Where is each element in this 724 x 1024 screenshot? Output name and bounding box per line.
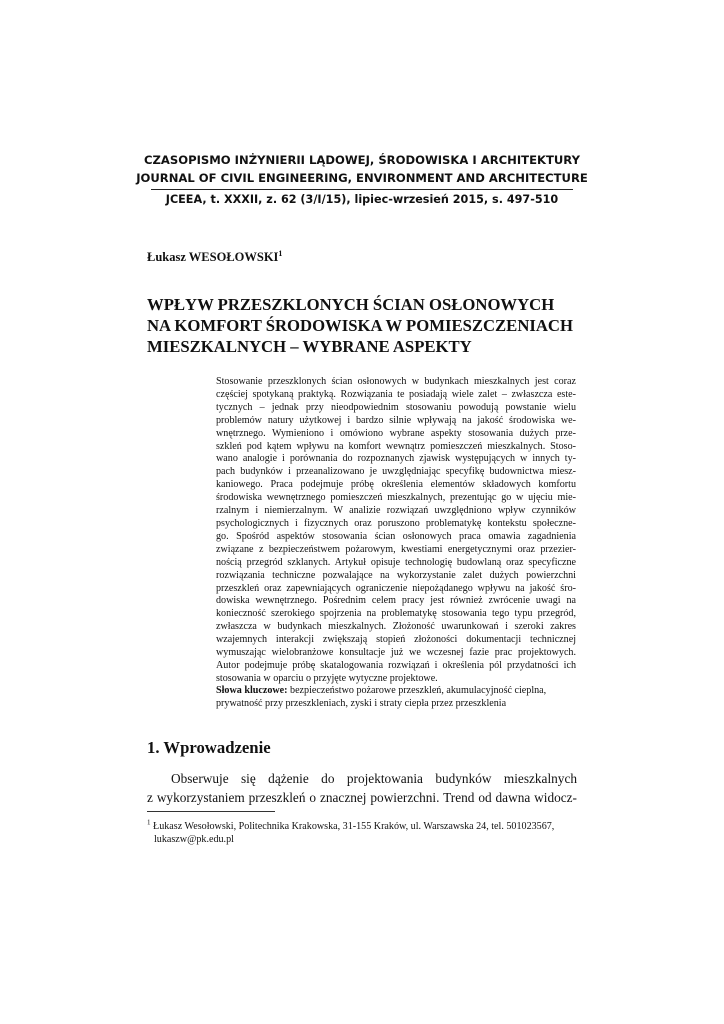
abstract-line: konieczność szerokiego spojrzenia na problematykę stosowania tego typu przegród,	[216, 608, 576, 620]
footnote-line	[147, 820, 579, 833]
journal-name-english: JOURNAL OF CIVIL ENGINEERING, ENVIRONMENT AND ARCHITECTURE	[136, 171, 588, 185]
abstract-line: problemów natury użytkowej i bardzo silnie wpływają na jakość środowiska we-	[216, 414, 576, 426]
body-paragraph	[147, 770, 577, 807]
abstract-line: pach budynków i przeanalizowano je uwzględniając specyfikę budownictwa miesz-	[216, 466, 576, 478]
footnote-rule	[147, 811, 275, 812]
abstract-line: częściej spotykaną praktyką. Rozwiązania te posiadają wiele zalet – zwłaszcza este-	[216, 388, 576, 400]
abstract-line: zwłaszcza w budynkach mieszkalnych. Złożoność uwarunkowań i szeroki zakres	[216, 621, 576, 633]
abstract-line: przeszkleń oraz zapewniających ograniczenie niepożądanego wpływu na jakość śro-	[216, 582, 576, 594]
abstract-line: nością przegród szklanych. Artykuł opisuje technologię budowlaną oraz specyficzne	[216, 556, 576, 568]
keywords-label: Słowa kluczowe:	[216, 685, 288, 696]
footnote-email: lukaszw@pk.edu.pl	[154, 834, 234, 845]
abstract-line: psychologicznych i fizycznych oraz poruszono problematykę kontekstu społeczne-	[216, 517, 576, 529]
abstract-line: go. Spośród aspektów stosowania ścian osłonowych praca omawia zagadnienia	[216, 530, 576, 542]
abstract-line: szkleń pod kątem wpływu na komfort wewnątrz pomieszczeń mieszkalnych. Stoso-	[216, 440, 576, 452]
title-line: WPŁYW PRZESZKLONYCH ŚCIAN OSŁONOWYCH	[147, 295, 555, 314]
body-line: Obserwuje się dążenie do projektowania budynków mieszkalnych	[171, 771, 577, 786]
abstract-line: tycznych – jednak przy nieodpowiednim stosowaniu powodują powstanie wielu	[216, 401, 576, 413]
abstract-line: Stosowanie przeszklonych ścian osłonowych w budynkach mieszkalnych jest coraz	[216, 376, 576, 387]
keywords-line: prywatność przy przeszkleniach, zyski i straty ciepła przez przeszklenia	[216, 698, 507, 709]
abstract-line: wzajemnych interakcji zwiększają stopień złożoności dokumentacji technicznej	[216, 634, 576, 646]
author-name: Łukasz WESOŁOWSKI	[147, 250, 279, 264]
footnote-affiliation: Łukasz Wesołowski, Politechnika Krakowska, 31-155 Kraków, ul. Warszawska 24, tel. 501023567,	[153, 821, 555, 832]
keywords-line	[216, 684, 576, 697]
abstract-line: stosowania w oparciu o przyjęte wytyczne projektowe.	[216, 672, 438, 684]
section-heading: 1. Wprowadzenie	[147, 738, 271, 757]
abstract-line: wnętrznego. Wymieniono i omówiono wybrane aspekty stosowania dużych prze-	[216, 427, 576, 439]
abstract	[216, 376, 576, 686]
author-line	[147, 250, 282, 265]
paper-title	[147, 294, 617, 357]
keywords	[216, 684, 576, 710]
journal-name-polish: CZASOPISMO INŻYNIERII LĄDOWEJ, ŚRODOWISKA I ARCHITEKTURY	[144, 153, 580, 167]
title-line: NA KOMFORT ŚRODOWISKA W POMIESZCZENIACH	[147, 316, 573, 335]
journal-reference: JCEEA, t. XXXII, z. 62 (3/I/15), lipiec-wrzesień 2015, s. 497-510	[165, 193, 559, 206]
author-footnote-mark: 1	[278, 248, 283, 258]
title-line: MIESZKALNYCH – WYBRANE ASPEKTY	[147, 337, 472, 356]
keywords-text: bezpieczeństwo pożarowe przeszkleń, akumulacyjność cieplna,	[290, 685, 547, 696]
abstract-line: rzalnym i niemierzalnym. W analizie rozwiązań uwzględniono wpływ czynników	[216, 505, 576, 517]
abstract-line: związane z bezpieczeństwem pożarowym, kwestiami energetycznymi oraz przezier-	[216, 543, 576, 555]
body-line: z wykorzystaniem przeszkleń o znacznej powierzchni. Trend od dawna widocz-	[147, 789, 577, 805]
abstract-line: wano analogie i porównania do rozpoznanych zjawisk występujących w innych ty-	[216, 453, 576, 465]
abstract-line: dowiska wewnętrznego. Pośrednim celem pracy jest również zwrócenie uwagi na	[216, 595, 576, 607]
footnote	[147, 820, 579, 846]
journal-header	[0, 151, 724, 210]
footnote-mark: 1	[147, 818, 151, 827]
abstract-line: wymuszając wielobranżowe konsultacje już we wczesnej fazie prac projektowych.	[216, 647, 576, 659]
abstract-line: środowiska wewnętrznego pomieszczeń mieszkalnych, prezentując go w ujęciu mie-	[216, 492, 576, 504]
abstract-line: kaniowego. Praca podejmuje próbę określenia elementów składowych komfortu	[216, 479, 576, 491]
abstract-line: rozwiązania techniczne pozwalające na wykorzystanie zalet dużych powierzchni	[216, 569, 576, 581]
abstract-line: Autor podejmuje próbę skatalogowania rozwiązań i określenia pól przydatności ich	[216, 659, 576, 671]
